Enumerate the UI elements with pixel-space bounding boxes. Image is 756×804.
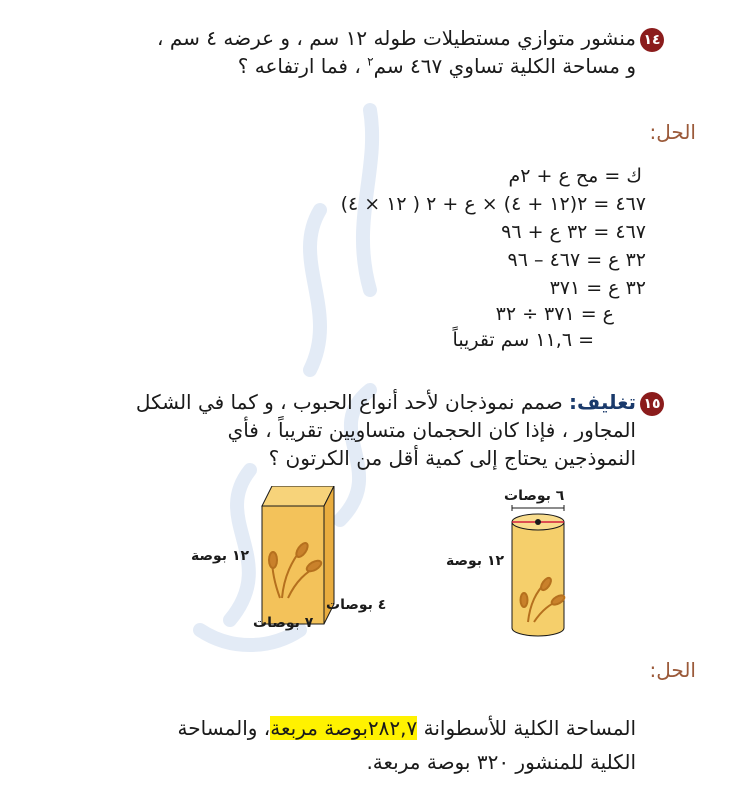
question-15-line-2: المجاور ، فإذا كان الحجمان متساويين تقريباً ، فأي: [227, 418, 636, 442]
question-14-line-1: منشور متوازي مستطيلات طوله ١٢ سم ، و عرضه ٤ سم ،: [157, 26, 636, 50]
equation-line-6: ع = ٣٧١ ÷ ٣٢: [495, 303, 614, 325]
box-depth-label: ٤ بوصات: [326, 597, 387, 613]
question-number-text: ١٤: [643, 32, 661, 48]
solution-2-line-1: [178, 716, 636, 740]
box-height-label: ١٢ بوصة: [191, 548, 250, 564]
solution-2-line-2: الكلية للمنشور ٣٢٠ بوصة مربعة.: [366, 750, 636, 774]
cereal-box-figure: [252, 486, 342, 636]
solution-label-2: الحل:: [649, 658, 696, 682]
cereal-cylinder-figure: [506, 504, 570, 640]
q14-superscript: ٢: [367, 54, 374, 69]
cylinder-height-label: ١٢ بوصة: [446, 553, 505, 569]
cylinder-diameter-label: ٦ بوصات: [504, 488, 565, 504]
solution-2-line-1-end: ، والمساحة: [177, 716, 271, 740]
solution-2-line-1-start: المساحة الكلية للأسطوانة: [417, 716, 636, 740]
equation-line-4: ٣٢ ع = ٤٦٧ – ٩٦: [507, 249, 646, 271]
question-number-14: [640, 28, 664, 52]
question-number-text: ١٥: [643, 396, 661, 412]
box-width-label: ٧ بوصات: [253, 615, 314, 631]
q15-line1-text: صمم نموذجان لأحد أنواع الحبوب ، و كما في الشكل: [135, 390, 570, 414]
question-15-line-1: [136, 390, 636, 414]
equation-line-5: ٣٢ ع = ٣٧١: [549, 277, 646, 299]
solution-label-1: الحل:: [649, 120, 696, 144]
question-15-line-3: النموذجين يحتاج إلى كمية أقل من الكرتون ؟: [268, 446, 636, 470]
equation-line-1: ك = مح ع + ٢م: [508, 165, 642, 187]
q14-line2-text: و مساحة الكلية تساوي ٤٦٧ سم: [373, 54, 636, 78]
q15-keyword: تغليف:: [569, 390, 636, 414]
question-14-line-2: [238, 54, 636, 78]
cylinder-area-highlight: ٢٨٢,٧بوصة مربعة: [270, 716, 418, 740]
equation-line-3: ٤٦٧ = ٣٢ ع + ٩٦: [501, 221, 646, 243]
equation-line-7: = ١١,٦ سم تقريباً: [452, 329, 594, 351]
question-number-15: [640, 392, 664, 416]
q14-line2-end: ، فما ارتفاعه ؟: [237, 54, 368, 78]
equation-line-2: ٤٦٧ = ٢(١٢ + ٤) × ع + ٢ ( ١٢ × ٤): [340, 193, 646, 215]
